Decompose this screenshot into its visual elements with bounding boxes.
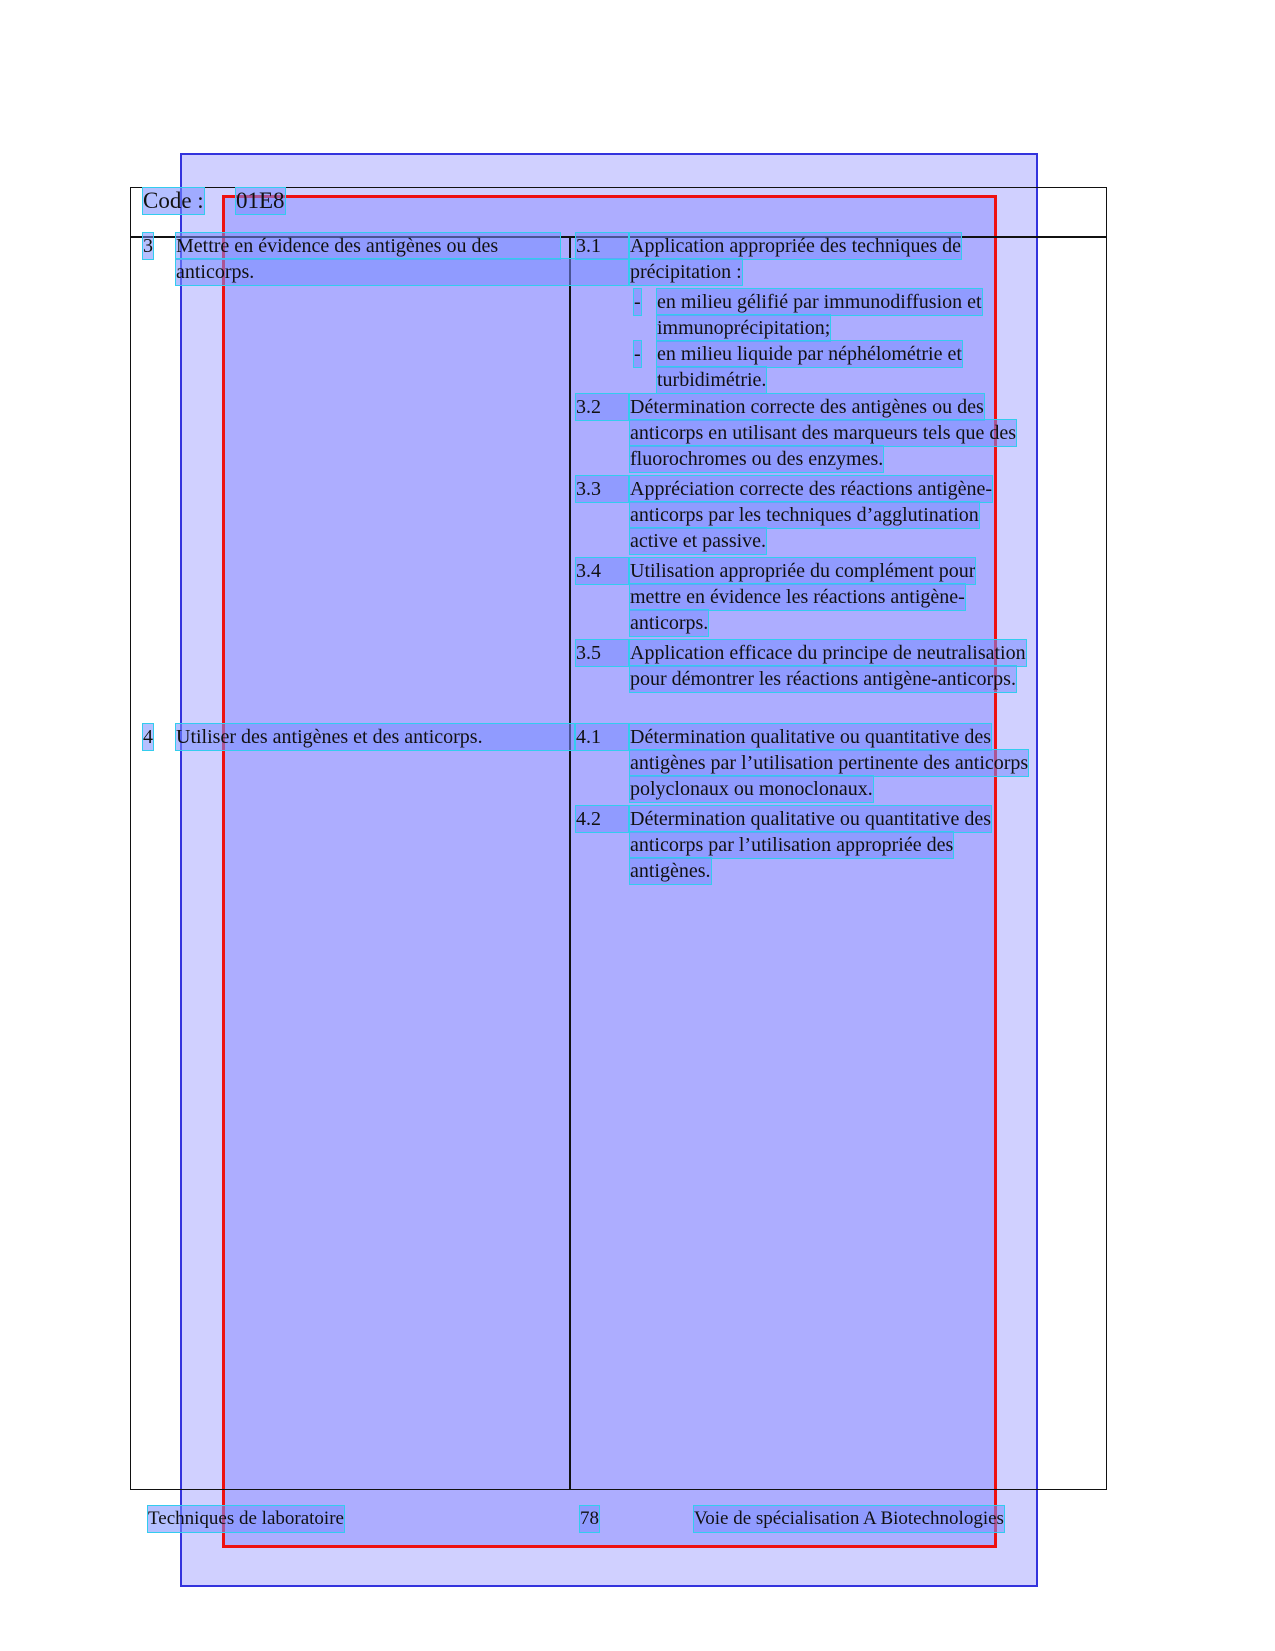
code-value: 01E8 (236, 188, 285, 213)
competency-title: Utiliser des antigènes et des anticorps. (176, 724, 574, 750)
column-divider (569, 237, 571, 1489)
footer-right: Voie de spécialisation A Biotechnologies (694, 1506, 1004, 1532)
criterion-text: antigènes. (630, 860, 711, 882)
criterion-text: anticorps en utilisant des marqueurs tels que des (630, 422, 1017, 444)
bullet-text: turbidimétrie. (657, 369, 767, 391)
bullet-text: en milieu gélifié par immunodiffusion et (657, 291, 982, 313)
criterion-number: 4.1 (576, 724, 628, 750)
code-label: Code : (143, 188, 204, 213)
criterion-number: 3.4 (576, 558, 628, 584)
criterion-text: Application efficace du principe de neutralisation (630, 642, 1026, 664)
criterion-text: Détermination qualitative ou quantitative des (630, 808, 992, 830)
footer-page-number: 78 (580, 1506, 599, 1532)
criterion-text: polyclonaux ou monoclonaux. (630, 778, 873, 800)
criterion-text: active et passive. (630, 530, 767, 552)
criterion-text: Appréciation correcte des réactions antigène- (630, 478, 993, 500)
criterion-text: anticorps par les techniques d’agglutination (630, 504, 979, 526)
criterion-text: fluorochromes ou des enzymes. (630, 448, 884, 470)
competency-number: 3 (143, 235, 153, 257)
competency-title-cont: anticorps. (176, 259, 628, 285)
footer-left: Techniques de laboratoire (148, 1506, 344, 1532)
bullet-text: immunoprécipitation; (657, 317, 831, 339)
criterion-number: 4.2 (576, 806, 628, 832)
criterion-text: Utilisation appropriée du complément pour (630, 560, 976, 582)
criterion-text: anticorps par l’utilisation appropriée des (630, 834, 954, 856)
table-frame (130, 187, 1107, 1490)
criterion-number: 3.2 (576, 394, 628, 420)
bullet-mark: - (634, 291, 641, 313)
competency-number: 4 (143, 726, 153, 748)
criterion-text: Détermination qualitative ou quantitative des (630, 726, 992, 748)
criterion-text: antigènes par l’utilisation pertinente des anticorps (630, 752, 1029, 774)
criterion-text: pour démontrer les réactions antigène-anticorps. (630, 668, 1016, 690)
criterion-number: 3.5 (576, 640, 628, 666)
criterion-number: 3.1 (576, 233, 628, 259)
bullet-text: en milieu liquide par néphélométrie et (657, 343, 962, 365)
criterion-text: anticorps. (630, 612, 709, 634)
criterion-text: Détermination correcte des antigènes ou des (630, 396, 984, 418)
criterion-text: précipitation : (630, 261, 742, 283)
criterion-text: Application appropriée des techniques de (630, 235, 961, 257)
bullet-mark: - (634, 343, 641, 365)
competency-title: Mettre en évidence des antigènes ou des (176, 233, 560, 259)
criterion-number: 3.3 (576, 476, 628, 502)
criterion-text: mettre en évidence les réactions antigène- (630, 586, 965, 608)
